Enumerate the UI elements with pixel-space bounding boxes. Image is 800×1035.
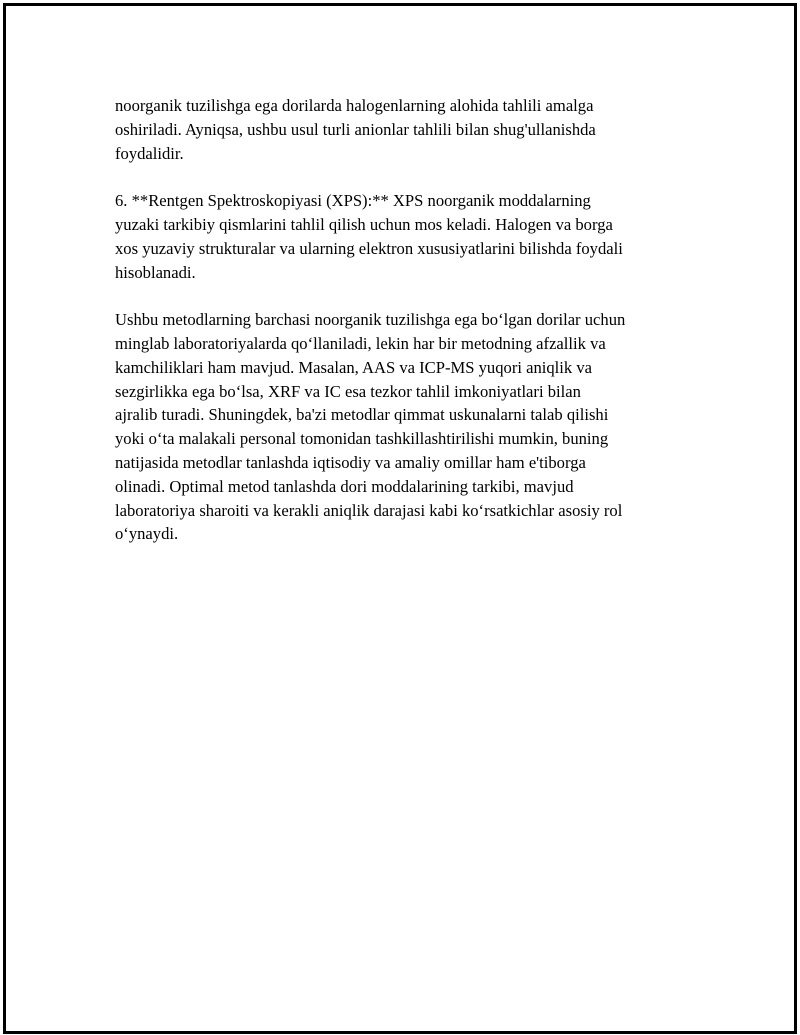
- paragraph-summary: [115, 308, 705, 546]
- text-line: yuzaki tarkibiy qismlarini tahlil qilish uchun mos keladi. Halogen va borga: [115, 214, 613, 234]
- text-line: kamchiliklari ham mavjud. Masalan, AAS va ICP-MS yuqori aniqlik va: [115, 357, 593, 377]
- text-line: hisoblanadi.: [115, 262, 196, 282]
- text-line: yoki oʻta malakali personal tomonidan tashkillashtirilishi mumkin, buning: [115, 429, 609, 449]
- text-line: olinadi. Optimal metod tanlashda dori moddalarining tarkibi, mavjud: [115, 476, 574, 496]
- text-line: Ushbu metodlarning barchasi noorganik tuzilishga ega boʻlgan dorilar uchun: [115, 310, 626, 330]
- text-line: xos yuzaviy strukturalar va ularning elektron xususiyatlarini bilishda foydali: [115, 238, 623, 258]
- text-line: ajralib turadi. Shuningdek, ba'zi metodlar qimmat uskunalarni talab qilishi: [115, 405, 609, 425]
- text-line: minglab laboratoriyalarda qoʻllaniladi, lekin har bir metodning afzallik va: [115, 333, 606, 353]
- text-line: sezgirlikka ega boʻlsa, XRF va IC esa tezkor tahlil imkoniyatlari bilan: [115, 381, 581, 401]
- text-line: oshiriladi. Ayniqsa, ushbu usul turli anionlar tahlili bilan shug'ullanishda: [115, 119, 596, 139]
- paragraph-halogen-analysis: [115, 94, 705, 165]
- text-line: 6. **Rentgen Spektroskopiyasi (XPS):** XPS noorganik moddalarning: [115, 191, 591, 211]
- document-body: [115, 94, 705, 570]
- text-line: noorganik tuzilishga ega dorilarda halogenlarning alohida tahlili amalga: [115, 96, 594, 115]
- text-line: oʻynaydi.: [115, 524, 179, 544]
- text-line: laboratoriya sharoiti va kerakli aniqlik darajasi kabi koʻrsatkichlar asosiy rol: [115, 500, 623, 520]
- paragraph-xps: [115, 189, 705, 284]
- text-line: foydalidir.: [115, 143, 184, 163]
- text-line: natijasida metodlar tanlashda iqtisodiy va amaliy omillar ham e'tiborga: [115, 452, 586, 472]
